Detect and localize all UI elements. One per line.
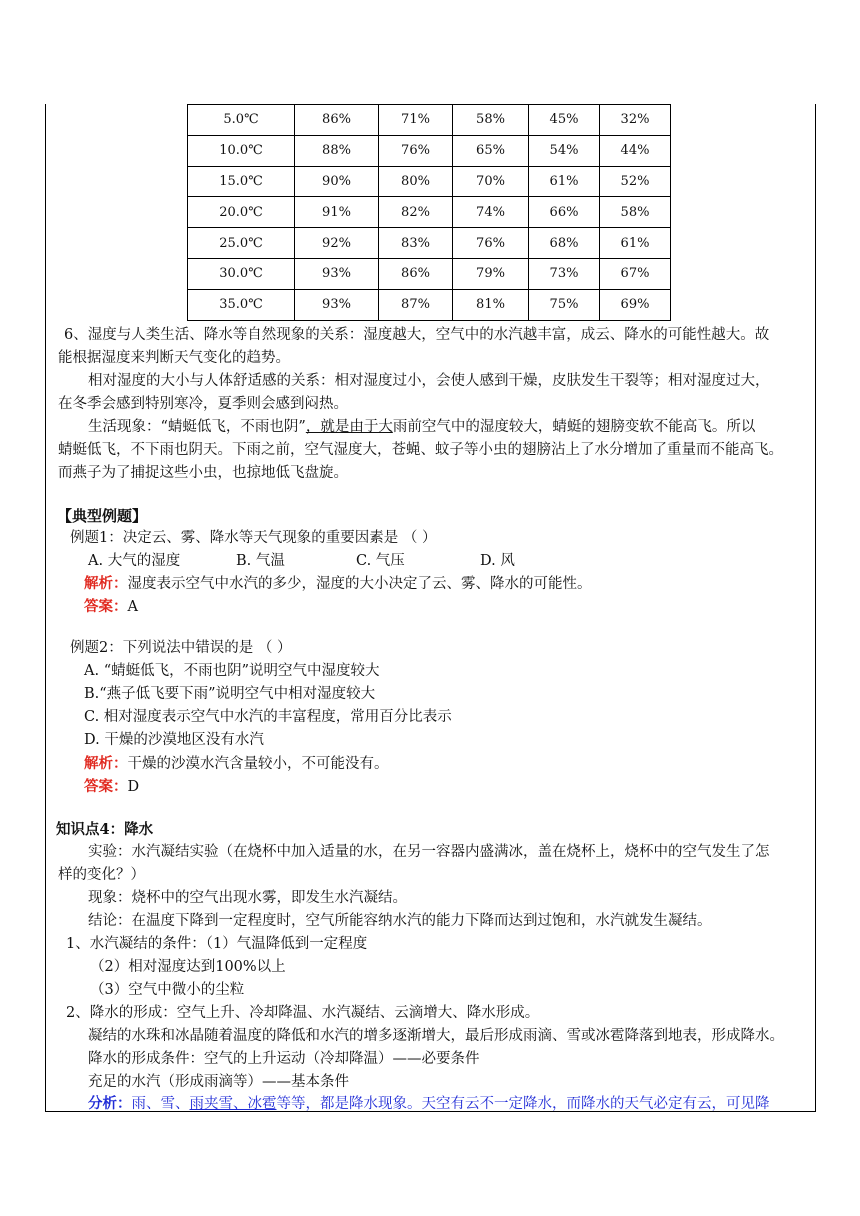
k4-formation-1: 2、降水的形成：空气上升、冷却降温、水汽凝结、云滴增大、降水形成。 [66,1005,540,1021]
ex1-option-d: D. 风 [480,553,515,569]
ex1-answer [84,595,138,619]
humidity-cell: 58% [600,197,671,228]
ex1-question: 例题1：决定云、雾、降水等天气现象的重要因素是 （ ） [70,530,437,546]
ex1-analysis [84,572,592,596]
humidity-cell: 86% [379,258,453,289]
humidity-cell: 74% [453,197,529,228]
k4-heading: 知识点4：降水 [56,821,154,838]
life-line3: 而燕子为了捕捉这些小虫，也掠地低飞盘旋。 [58,465,348,481]
comfort-line1: 相对湿度的大小与人体舒适感的关系：相对湿度过小，会使人感到干燥，皮肤发生干裂等；相对湿度过大， [88,373,770,389]
humidity-cell: 32% [600,105,671,136]
humidity-cell: 80% [379,166,453,197]
humidity-cell: 65% [453,135,529,166]
k4-analysis [88,1092,770,1116]
humidity-cell: 86% [295,105,379,136]
k4-phenomenon: 现象：烧杯中的空气出现水雾，即发生水汽凝结。 [88,890,407,906]
ex2-question: 例题2：下列说法中错误的是 （ ） [70,640,292,656]
humidity-cell: 44% [600,135,671,166]
humidity-cell: 68% [529,228,600,259]
life-line2: 蜻蜓低飞，不下雨也阴天。下雨之前，空气湿度大，苍蝇、蚊子等小虫的翅膀沾上了水分增加了重量而不能高飞。 [58,442,783,458]
k4-analysis-text-b: 等等，都是降水现象。天空有云不一定降水，而降水的天气必定有云，可见降 [276,1096,770,1112]
para-6-line1: 6、湿度与人类生活、降水等自然现象的关系：湿度越大，空气中的水汽越丰富，成云、降水的可能性越大。故 [64,327,770,343]
life-line1-rest: 雨前空气中的湿度较大，蜻蜓的翅膀变软不能高飞。所以 [392,419,756,435]
ex2-analysis-text: 干燥的沙漠水汽含量较小，不可能没有。 [127,756,389,772]
ex1-option-b: B. 气温 [236,553,285,569]
humidity-cell: 75% [529,289,600,320]
humidity-cell: 45% [529,105,600,136]
ex2-answer [84,775,139,799]
k4-conclusion: 结论：在温度下降到一定程度时，空气所能容纳水汽的能力下降而达到过饱和，水汽就发生凝结。 [88,913,712,929]
humidity-cell: 66% [529,197,600,228]
temperature-cell: 20.0℃ [188,197,295,228]
humidity-cell: 76% [379,135,453,166]
examples-heading: 【典型例题】 [57,507,148,525]
table-row [188,289,671,320]
k4-analysis-text-a: 雨、雪、 [131,1096,190,1112]
humidity-table [187,104,671,321]
k4-condition-2: （2）相对湿度达到100%以上 [90,959,286,975]
temperature-cell: 30.0℃ [188,258,295,289]
life-quote: 生活现象：“蜻蜓低飞，不雨也阴” [88,419,306,435]
life-underlined: ，就是由于大 [305,419,393,435]
ex1-option-a: A. 大气的湿度 [88,553,181,569]
life-line1 [88,416,755,439]
humidity-cell: 58% [453,105,529,136]
humidity-cell: 82% [379,197,453,228]
ex2-option-c: C. 相对湿度表示空气中水汽的丰富程度，常用百分比表示 [84,709,452,725]
k4-formation-2: 凝结的水珠和冰晶随着温度的降低和水汽的增多逐渐增大，最后形成雨滴、雪或冰雹降落到地表，形成降水。 [88,1028,784,1044]
k4-condition-3: （3）空气中微小的尘粒 [90,982,245,998]
humidity-cell: 54% [529,135,600,166]
humidity-cell: 90% [295,166,379,197]
humidity-cell: 61% [529,166,600,197]
k4-experiment-line1: 实验：水汽凝结实验（在烧杯中加入适量的水，在另一容器内盛满冰，盖在烧杯上，烧杯中的空气发生了怎 [88,844,770,860]
k4-formation-4: 充足的水汽（形成雨滴等）——基本条件 [88,1074,349,1090]
k4-experiment-line2: 样的变化？） [58,867,145,883]
humidity-cell: 83% [379,228,453,259]
ex1-analysis-text: 湿度表示空气中水汽的多少，湿度的大小决定了云、雾、降水的可能性。 [127,576,592,592]
ex1-answer-label: 答案： [84,598,128,615]
humidity-cell: 71% [379,105,453,136]
k4-analysis-label: 分析： [88,1095,132,1112]
humidity-cell: 69% [600,289,671,320]
humidity-cell: 73% [529,258,600,289]
k4-analysis-underlined: 雨夹雪、冰雹 [189,1096,277,1112]
ex1-analysis-label: 解析： [84,575,128,592]
temperature-cell: 10.0℃ [188,135,295,166]
ex2-analysis-label: 解析： [84,755,128,772]
table-row [188,228,671,259]
humidity-cell: 61% [600,228,671,259]
table-row [188,166,671,197]
comfort-line2: 在冬季会感到特别寒冷，夏季则会感到闷热。 [58,396,348,412]
humidity-cell: 88% [295,135,379,166]
humidity-cell: 79% [453,258,529,289]
para-6-line2: 能根据湿度来判断天气变化的趋势。 [58,350,290,366]
humidity-cell: 87% [379,289,453,320]
ex2-option-a: A. “蜻蜓低飞，不雨也阴”说明空气中湿度较大 [84,663,380,679]
humidity-cell: 91% [295,197,379,228]
ex2-answer-label: 答案： [84,778,128,795]
humidity-cell: 81% [453,289,529,320]
humidity-cell: 70% [453,166,529,197]
ex2-option-b: B.“燕子低飞要下雨”说明空气中相对湿度较大 [84,686,376,702]
temperature-cell: 25.0℃ [188,228,295,259]
table-row [188,105,671,136]
temperature-cell: 35.0℃ [188,289,295,320]
table-row [188,197,671,228]
ex2-option-d: D. 干燥的沙漠地区没有水汽 [84,732,264,748]
k4-condition-1: 1、水汽凝结的条件：（1）气温降低到一定程度 [66,936,368,952]
ex2-analysis [84,752,389,776]
humidity-cell: 67% [600,258,671,289]
ex2-answer-value: D [127,779,140,795]
ex1-answer-value: A [127,599,138,615]
ex1-option-c: C. 气压 [356,553,405,569]
table-row [188,135,671,166]
temperature-cell: 5.0℃ [188,105,295,136]
humidity-cell: 93% [295,258,379,289]
humidity-cell: 52% [600,166,671,197]
humidity-cell: 76% [453,228,529,259]
humidity-cell: 92% [295,228,379,259]
table-row [188,258,671,289]
k4-formation-3: 降水的形成条件：空气的上升运动（冷却降温）——必要条件 [88,1051,480,1067]
humidity-cell: 93% [295,289,379,320]
temperature-cell: 15.0℃ [188,166,295,197]
